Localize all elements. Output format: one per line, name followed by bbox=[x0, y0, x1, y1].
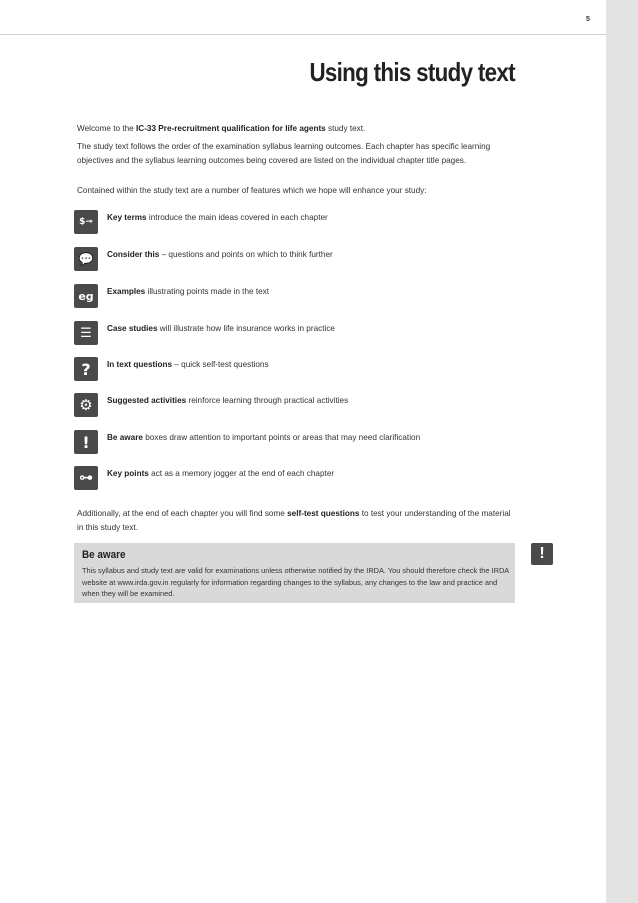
feature-key-points: ⊶ Key points act as a memory jogger at the end of each chapter bbox=[74, 466, 514, 492]
exclamation-icon: ! bbox=[74, 430, 98, 454]
feature-examples: eg Examples illustrating points made in the text bbox=[74, 284, 514, 310]
feature-case-studies: ☰ Case studies will illustrate how life insurance works in practice bbox=[74, 321, 514, 347]
feature-in-text-questions: ? In text questions – quick self-test questions bbox=[74, 357, 514, 383]
be-aware-title: Be aware bbox=[82, 549, 126, 561]
key-terms-icon: $⊸ bbox=[74, 210, 98, 234]
page-number: 5 bbox=[586, 16, 590, 23]
consider-this-icon: 💬 bbox=[74, 247, 98, 271]
intro-paragraph-2: The study text follows the order of the examination syllabus learning outcomes. Each chapter has specific learning objectives and the syllabus learning outcomes being covered are listed on the individual chapter title pages. bbox=[77, 142, 491, 165]
question-icon: ? bbox=[74, 357, 98, 381]
feature-suggested-activities: ⚙ Suggested activities reinforce learning through practical activities bbox=[74, 393, 514, 419]
gears-icon: ⚙ bbox=[74, 393, 98, 417]
page-title: Using this study text bbox=[309, 57, 515, 87]
be-aware-body: This syllabus and study text are valid for examinations unless otherwise notified by the IRDA. You should therefore check the IRDA website at www.irda.gov.in regularly for information regarding changes to the syllabus, any changes to the law and practice and when they will be examined. bbox=[82, 566, 509, 598]
closing-paragraph: Additionally, at the end of each chapter you will find some self-test questions to test your understanding of the material in this study text. bbox=[77, 509, 511, 532]
page-side-strip bbox=[606, 0, 638, 903]
intro-paragraph-1: Welcome to the IC-33 Pre-recruitment qualification for life agents study text. bbox=[77, 124, 366, 133]
header-rule bbox=[0, 34, 606, 35]
be-aware-box bbox=[74, 543, 515, 603]
case-studies-icon: ☰ bbox=[74, 321, 98, 345]
be-aware-exclamation-icon: ! bbox=[531, 543, 553, 565]
intro-paragraph-3: Contained within the study text are a number of features which we hope will enhance your study: bbox=[77, 186, 427, 195]
key-icon: ⊶ bbox=[74, 466, 98, 490]
examples-icon: eg bbox=[74, 284, 98, 308]
feature-be-aware: ! Be aware boxes draw attention to important points or areas that may need clarification bbox=[74, 430, 514, 456]
feature-consider-this: 💬 Consider this – questions and points on which to think further bbox=[74, 247, 514, 273]
feature-key-terms: $⊸ Key terms introduce the main ideas covered in each chapter bbox=[74, 210, 514, 236]
